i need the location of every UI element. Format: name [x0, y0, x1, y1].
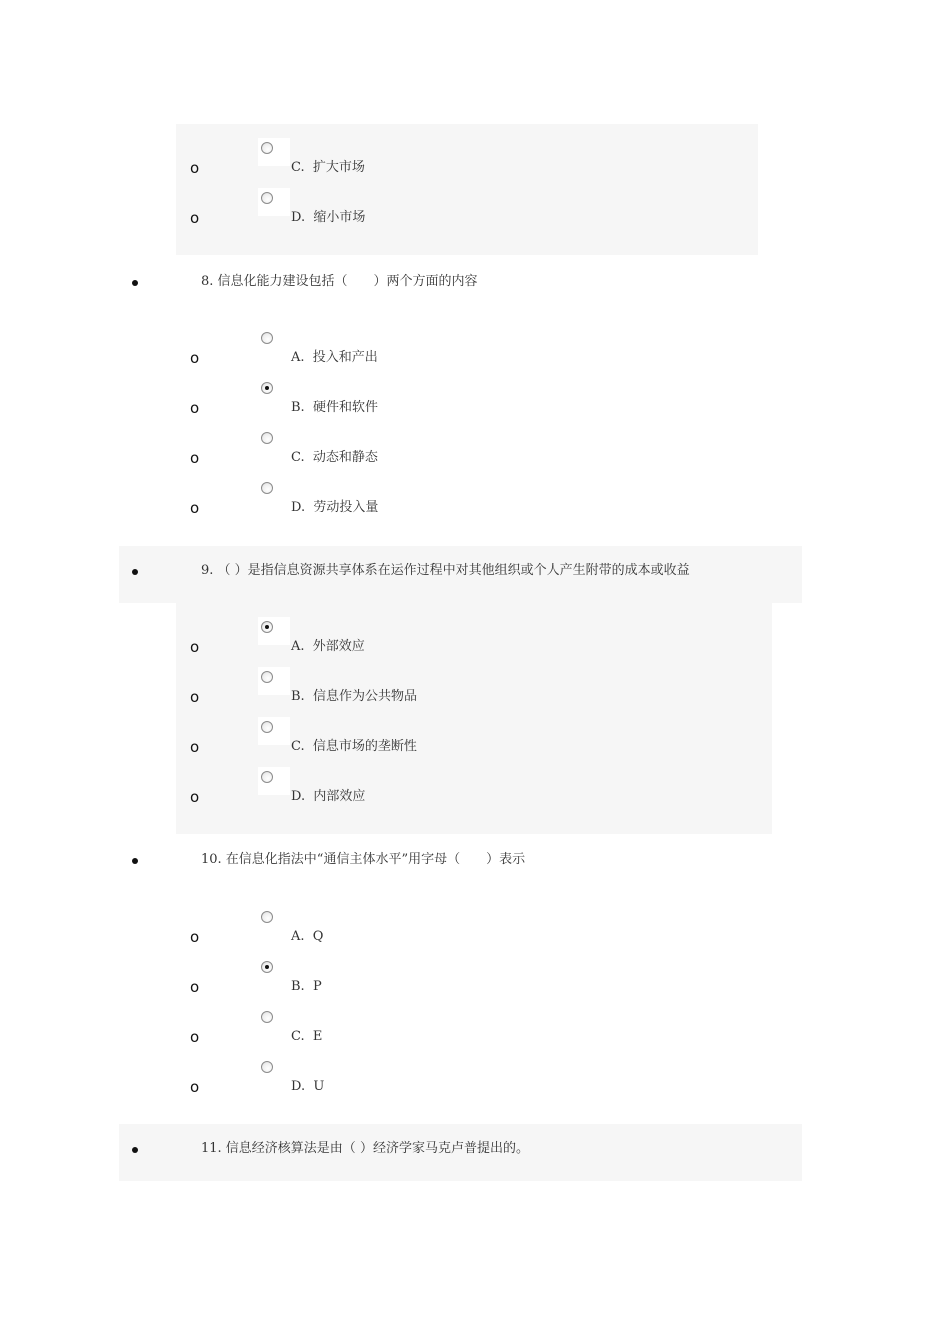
radio-button-q9-d[interactable] — [261, 771, 273, 783]
radio-container — [258, 478, 290, 506]
sub-bullet: o — [190, 978, 200, 996]
option-label: C. E — [291, 1029, 323, 1044]
question-text-q9: 9. （ ）是指信息资源共享体系在运作过程中对其他组织或个人产生附带的成本或收益 — [201, 563, 690, 578]
question-text-q10: 10. 在信息化指法中“通信主体水平”用字母（ ）表示 — [201, 852, 526, 867]
option-label: A. 投入和产出 — [291, 350, 378, 365]
radio-button-q10-d[interactable] — [261, 1061, 273, 1073]
option-label: A. Q — [291, 929, 324, 944]
sub-bullet: o — [190, 1078, 200, 1096]
question-bullet — [132, 858, 138, 864]
question-bullet — [132, 1147, 138, 1153]
option-label: D. 劳动投入量 — [291, 500, 379, 515]
radio-button-q7-d[interactable] — [261, 192, 273, 204]
radio-container — [258, 378, 290, 406]
option-label: B. P — [291, 979, 322, 994]
option-label: C. 动态和静态 — [291, 450, 378, 465]
radio-button-q10-b[interactable] — [261, 961, 273, 973]
radio-button-q8-d[interactable] — [261, 482, 273, 494]
radio-container — [258, 428, 290, 456]
sub-bullet: o — [190, 209, 200, 227]
radio-button-q9-a[interactable] — [261, 621, 273, 633]
option-label: C. 信息市场的垄断性 — [291, 739, 417, 754]
radio-button-q8-a[interactable] — [261, 332, 273, 344]
radio-button-q8-c[interactable] — [261, 432, 273, 444]
option-label: A. 外部效应 — [291, 639, 365, 654]
sub-bullet: o — [190, 738, 200, 756]
question-text-q8: 8. 信息化能力建设包括（ ）两个方面的内容 — [201, 274, 478, 289]
sub-bullet: o — [190, 499, 200, 517]
radio-container — [258, 617, 290, 645]
sub-bullet: o — [190, 928, 200, 946]
sub-bullet: o — [190, 449, 200, 467]
radio-button-q8-b[interactable] — [261, 382, 273, 394]
option-label: C. 扩大市场 — [291, 160, 365, 175]
radio-container — [258, 957, 290, 985]
question-text-q11: 11. 信息经济核算法是由（ ）经济学家马克卢普提出的。 — [201, 1141, 529, 1156]
radio-container — [258, 907, 290, 935]
sub-bullet: o — [190, 349, 200, 367]
radio-button-q10-c[interactable] — [261, 1011, 273, 1023]
option-label: B. 硬件和软件 — [291, 400, 378, 415]
sub-bullet: o — [190, 688, 200, 706]
sub-bullet: o — [190, 159, 200, 177]
radio-button-q9-c[interactable] — [261, 721, 273, 733]
radio-container — [258, 188, 290, 216]
question-bullet — [132, 280, 138, 286]
sub-bullet: o — [190, 788, 200, 806]
radio-container — [258, 1007, 290, 1035]
option-label: D. 内部效应 — [291, 789, 366, 804]
radio-container — [258, 717, 290, 745]
radio-container — [258, 1057, 290, 1085]
radio-container — [258, 767, 290, 795]
radio-container — [258, 667, 290, 695]
option-label: B. 信息作为公共物品 — [291, 689, 417, 704]
question-bullet — [132, 569, 138, 575]
sub-bullet: o — [190, 1028, 200, 1046]
radio-button-q9-b[interactable] — [261, 671, 273, 683]
option-label: D. U — [291, 1079, 325, 1094]
option-label: D. 缩小市场 — [291, 210, 366, 225]
radio-container — [258, 138, 290, 166]
sub-bullet: o — [190, 638, 200, 656]
sub-bullet: o — [190, 399, 200, 417]
radio-button-q10-a[interactable] — [261, 911, 273, 923]
radio-container — [258, 328, 290, 356]
radio-button-q7-c[interactable] — [261, 142, 273, 154]
